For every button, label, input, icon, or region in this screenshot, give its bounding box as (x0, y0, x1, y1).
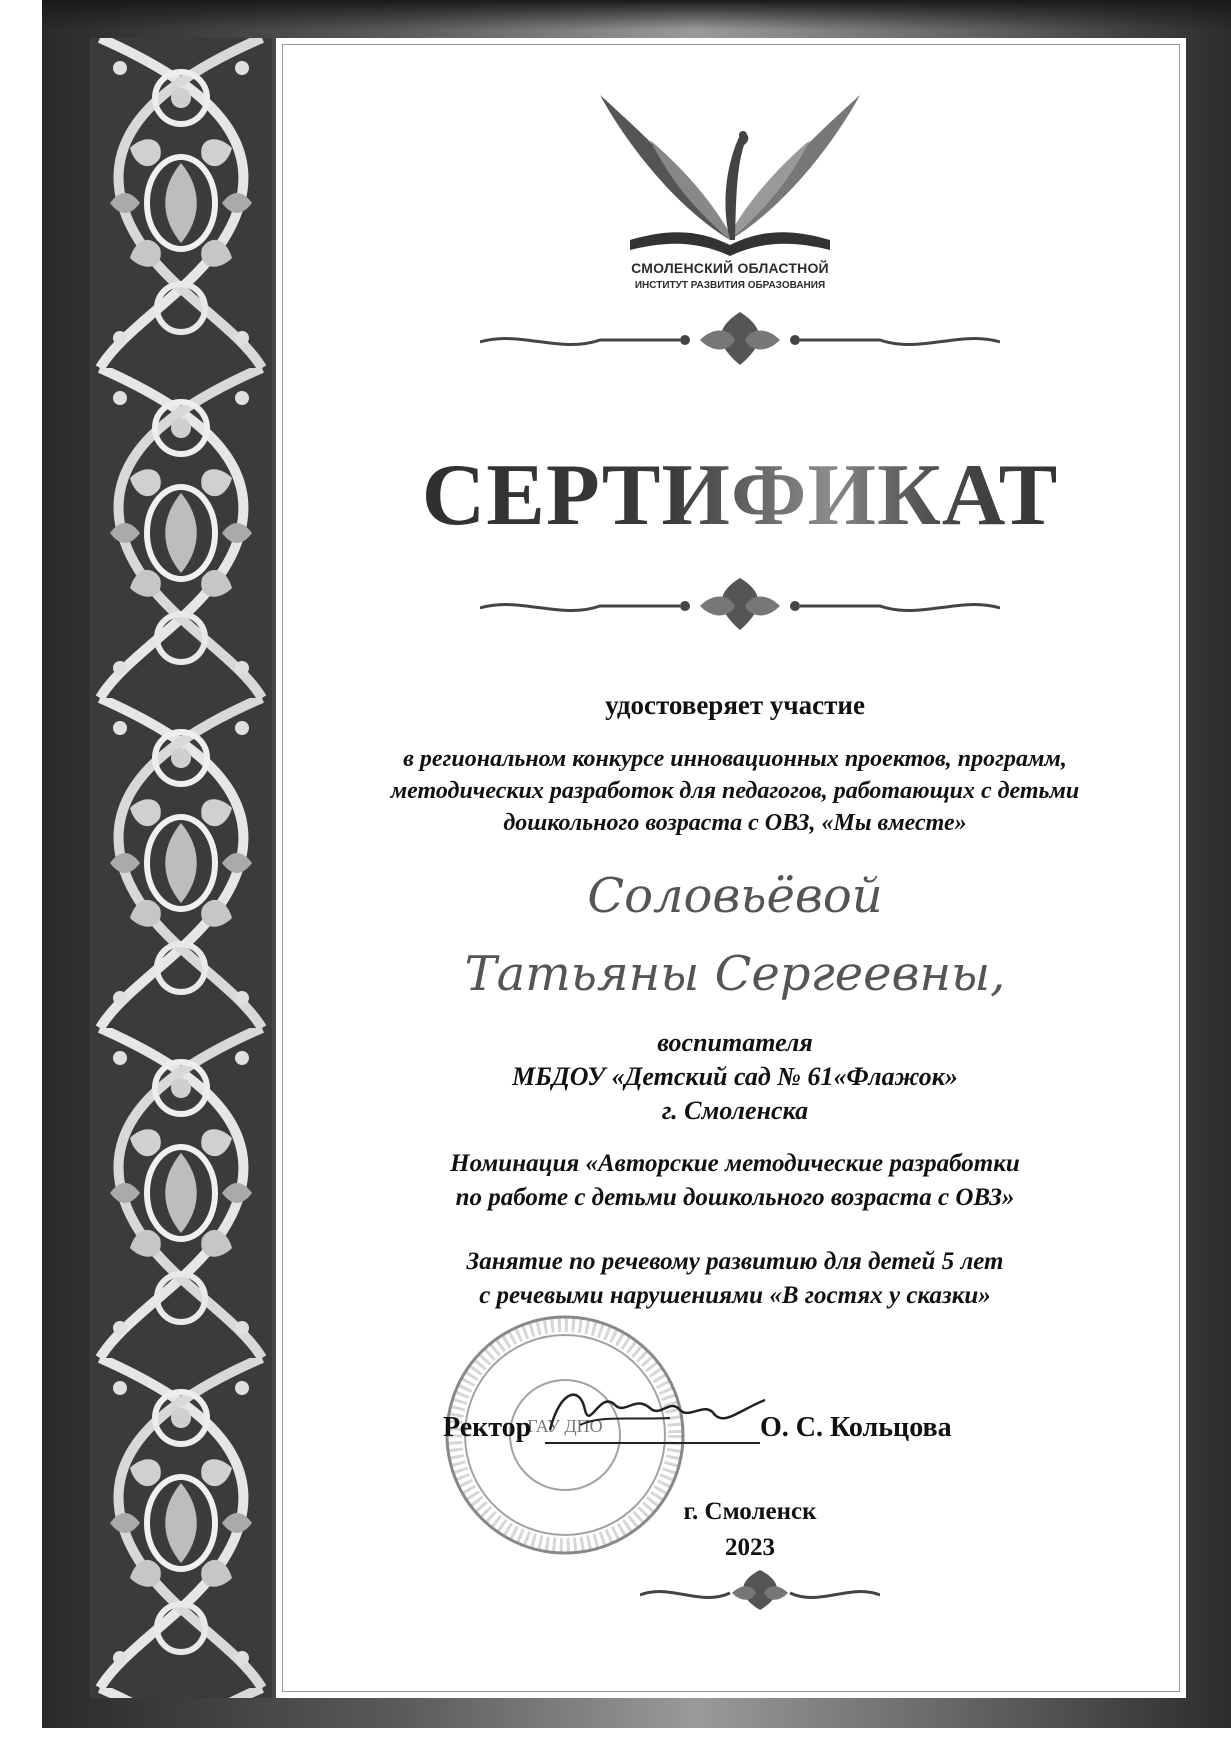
contest-line-3: дошкольного возраста с ОВЗ, «Мы вместе» (503, 810, 967, 836)
contest-line-2: методических разработок для педагогов, работающих с детьми (390, 778, 1080, 804)
recipient-city: г. Смоленска (661, 1096, 809, 1125)
recipient-surname: Соловьёвой (587, 868, 883, 924)
certifies-text: удостоверяет участие (605, 690, 865, 720)
signature-line (545, 1442, 760, 1444)
handwritten-signature (540, 1370, 770, 1450)
contest-line-1: в региональном конкурсе инновационных проектов, программ, (403, 746, 1067, 772)
floral-ornament (90, 38, 272, 1698)
stamp-center-text: ГАУ ДПО (527, 1416, 603, 1436)
signatory-title: Ректор (443, 1412, 532, 1443)
nomination-line-1: Номинация «Авторские методические разработки (450, 1150, 1020, 1177)
place: г. Смоленск (683, 1498, 817, 1525)
recipient-organization: МБДОУ «Детский сад № 61«Флажок» (512, 1062, 958, 1091)
decorative-divider-bottom (480, 578, 1000, 638)
decorative-divider-top (480, 310, 1000, 370)
logo-name-line1: СМОЛЕНСКИЙ ОБЛАСТНОЙ (631, 260, 829, 276)
work-line-1: Занятие по речевому развитию для детей 5 лет (466, 1248, 1004, 1275)
ornament-panel (90, 38, 272, 1698)
work-line-2: с речевыми нарушениями «В гостях у сказки» (479, 1282, 991, 1309)
certificate-title: СЕРТИФИКАТ (380, 445, 1100, 546)
signatory-name: О. С. Кольцова (760, 1412, 952, 1443)
decorative-divider-footer (640, 1565, 880, 1615)
logo-name-line2: ИНСТИТУТ РАЗВИТИЯ ОБРАЗОВАНИЯ (634, 280, 826, 291)
year: 2023 (725, 1534, 775, 1561)
recipient-given-names: Татьяны Сергеевны, (464, 946, 1006, 1002)
frame-shade (42, 0, 1231, 30)
nomination-line-2: по работе с детьми дошкольного возраста с ОВЗ» (455, 1184, 1015, 1211)
recipient-position: воспитателя (657, 1028, 813, 1057)
